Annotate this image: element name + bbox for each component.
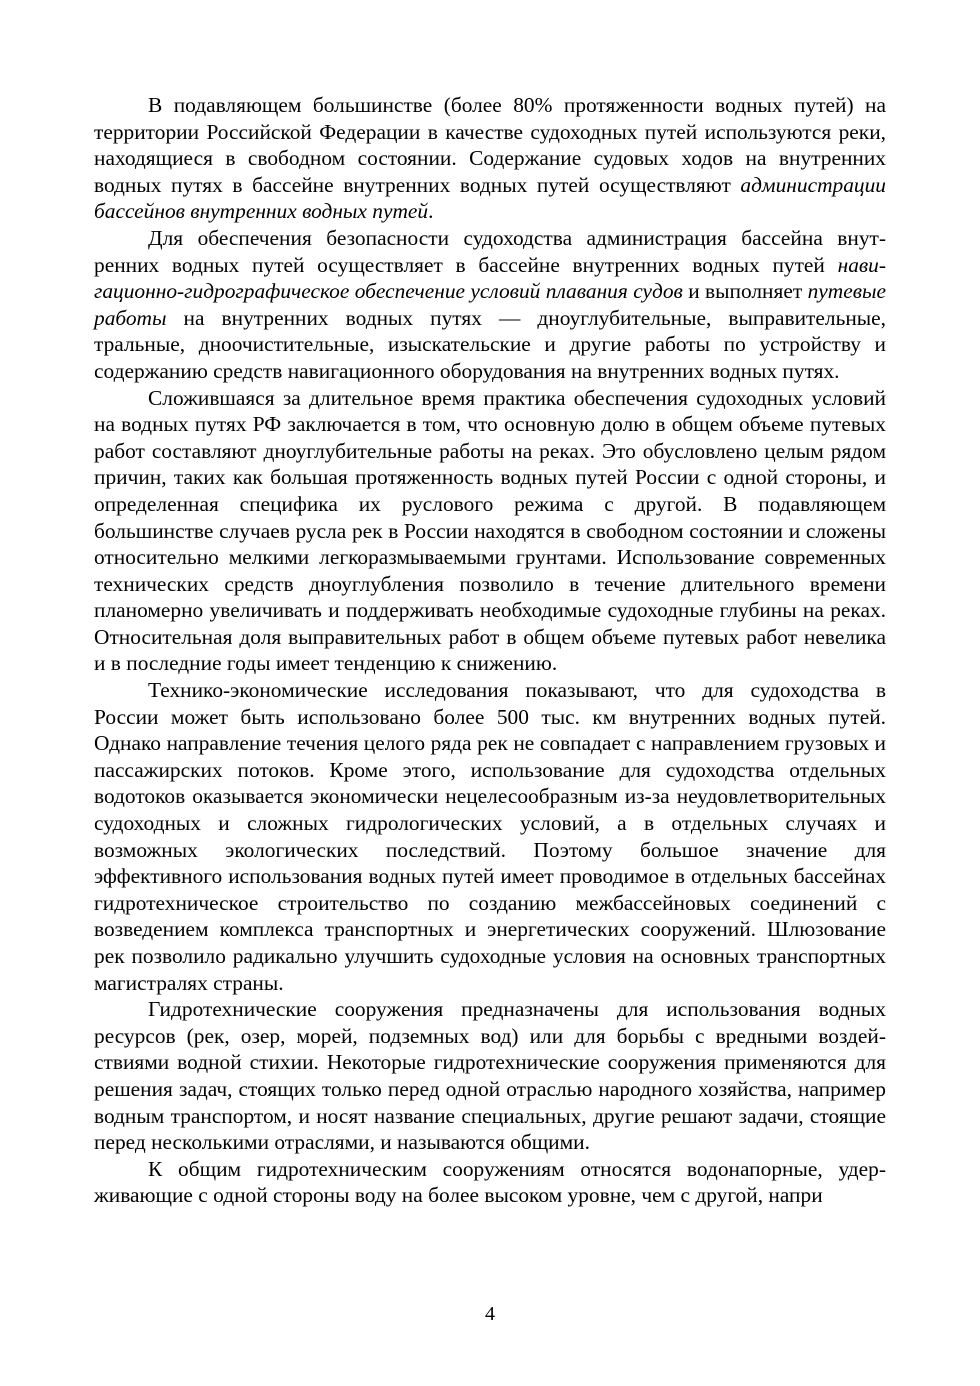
text-run: К общим гидротехническим сооружениям относятся водонапорные, удерживающие с одной стороны воду на более высоком уровне, чем с другой, напри: [94, 1156, 886, 1208]
italic-text-run: администрации бассейнов внутренних водных путей: [94, 172, 886, 224]
paragraph-6: [94, 1156, 886, 1209]
paragraph-5: [94, 996, 886, 1156]
text-run: .: [428, 199, 434, 224]
paragraph-1: [94, 92, 886, 225]
text-run: на внутренних водных путях — дноуглубительные, выправительные, тральные, дноочистительные, изыскательские и другие работы по устройству и содержанию средств навигационного оборудования на внутренних водных путях.: [94, 305, 886, 383]
text-run: Сложившаяся за длительное время практика обеспечения судоходных условий на водных путях РФ заключается в том, что основную долю в общем объеме путевых работ составляют дноуглубительные работы на реках. Это обусловлено целым рядом причин, таких как большая протяженность водных путей России с одной стороны, и определенная специфика их руслового режима с другой. В подавляющем большинстве случаев русла рек в России находятся в свободном состоянии и сложены относительно мелкими легкоразмываемыми грунтами. Использование современных технических средств дноуглубления позволило в течение длительного времени планомерно увеличивать и поддерживать необходимые судоходные глубины на реках. Относительная доля выправительных работ в общем объеме путевых работ невелика и в последние годы имеет тенденцию к снижению.: [94, 385, 886, 676]
paragraph-4: [94, 677, 886, 996]
paragraph-3: [94, 385, 886, 678]
page-number: 4: [485, 1303, 495, 1325]
text-run: В подавляющем большинстве (более 80% протяженности водных путей) на территории Российской Федерации в качестве судоходных путей используются реки, находящиеся в свободном состоянии. Содержание судовых ходов на внутренних водных путях в бассейне внутренних водных путей осуществляют: [94, 93, 886, 197]
paragraph-2: [94, 225, 886, 385]
italic-text-run: путевые работы: [94, 279, 886, 330]
text-run: и выполняет: [682, 279, 808, 304]
text-run: Технико-экономические исследования показывают, что для судоходства в России может быть использовано более 500 тыс. км внутренних водных путей. Однако направление течения целого ряда рек не совпадает с направлением грузовых и пассажирских потоков. Кроме этого, использование для судоходства отдельных водотоков оказывается экономически нецелесообразным из-за неудовлетворительных судоходных и сложных гидрологических условий, а в отдельных случаях и возможных экологических последствий. Поэтому большое значение для эффективного использования водных путей имеет проводимое в отдельных бассейнах гидротехническое строительство по созданию межбассейновых соединений с возведением комплекса транспортных и энергетических сооружений. Шлюзование рек позволило радикально улучшить судоходные условия на основных транспортных магистралях страны.: [94, 678, 886, 995]
text-run: Гидротехнические сооружения предназначены для использования водных ресурсов (рек, озер, морей, подземных вод) или для борьбы с вредными воздействиями водной стихии. Некоторые гидротехнические сооружения применяются для решения задач, стоящих только перед одной отраслью народного хозяйства, например водным транспортом, и носят название специальных, другие решают задачи, стоящие перед несколькими отраслями, и называются общими.: [94, 997, 886, 1155]
document-page: [94, 92, 886, 1209]
text-run: Для обеспечения безопасности судоходства администрация бассейна внутренних водных путей осуществляет в бассейне внутренних водных путей: [94, 225, 886, 277]
italic-text-run: навигационно-гидрографическое обеспечение условий плавания судов: [94, 252, 886, 304]
